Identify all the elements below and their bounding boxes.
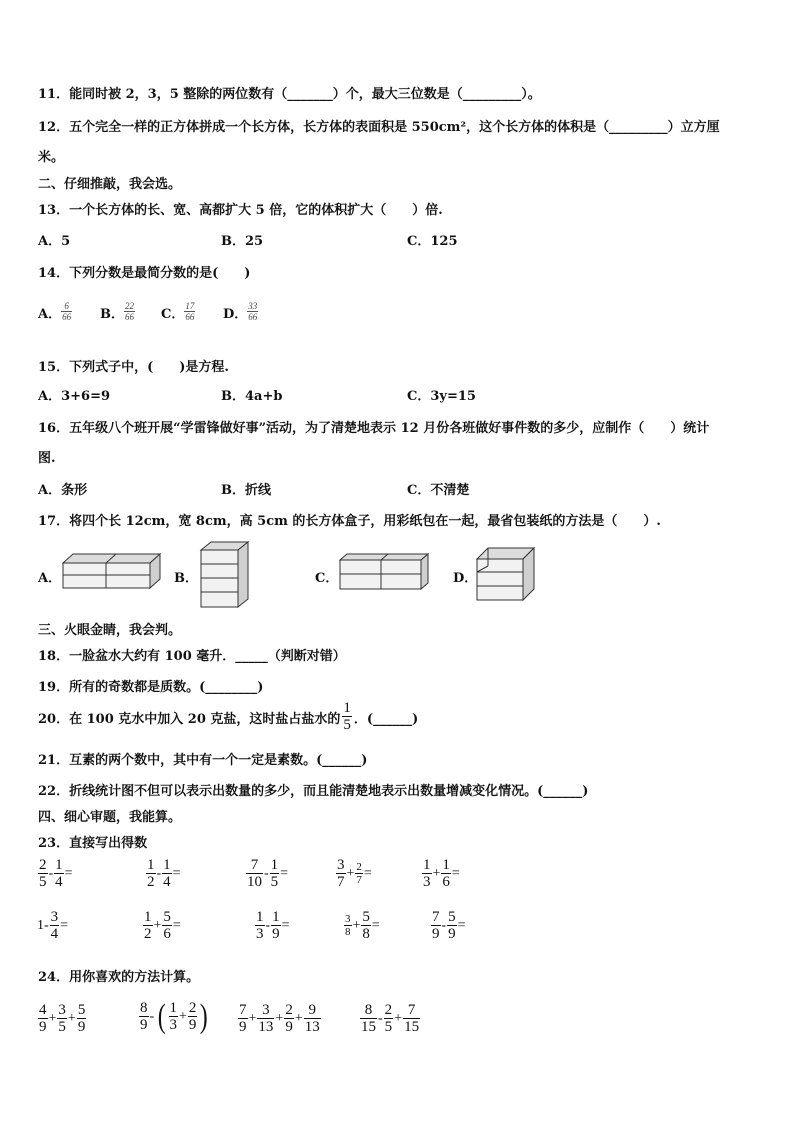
frac-num: 1: [169, 1000, 177, 1016]
operator: +: [432, 866, 441, 881]
equals: =: [281, 918, 290, 933]
frac-den: 4: [55, 874, 63, 890]
question-16-line1: 16．五年级八个班开展“学雷锋做好事”活动，为了清楚地表示 12 月份各班做好事件数的多少，应制作（ ）统计: [38, 421, 710, 436]
question-13: 13．一个长方体的长、宽、高都扩大 5 倍，它的体积扩大（ ）倍.: [38, 203, 443, 218]
operator: -: [441, 918, 447, 933]
q14-option-c-label: C．: [161, 306, 185, 322]
frac-num: 1: [423, 857, 431, 873]
frac-num: 8: [140, 1000, 148, 1016]
question-20: [38, 701, 418, 733]
frac-den: 8: [345, 926, 351, 938]
frac-num: 2: [384, 1002, 393, 1018]
frac-den: 3: [256, 926, 264, 942]
question-14: 14．下列分数是最简分数的是( ): [38, 266, 251, 281]
frac-num: 1: [144, 909, 152, 925]
q17-option-a-label: A．: [38, 571, 62, 586]
q14-d-denominator: 66: [248, 312, 258, 322]
question-21: 21．互素的两个数中，其中有一个一定是素数。(______): [38, 753, 368, 768]
q14-b-denominator: 66: [125, 312, 134, 322]
question-23: 23．直接写出得数: [38, 836, 148, 851]
q23-row1-item5: [422, 858, 461, 890]
equals: =: [371, 918, 380, 933]
q23-row1-item2: [146, 858, 182, 890]
operator: -: [48, 866, 54, 881]
frac-den: 10: [247, 874, 262, 890]
q14-a-denominator: 66: [62, 312, 72, 322]
frac-num: 5: [448, 909, 456, 925]
prefix: 1-: [37, 918, 49, 933]
frac-num: 1: [55, 857, 63, 873]
equals: =: [64, 866, 73, 881]
q23-row2-item5: [431, 910, 467, 942]
equals: =: [172, 866, 181, 881]
q23-row1-item1: [38, 858, 74, 890]
q24-expr1: [38, 1003, 86, 1035]
question-24: 24．用你喜欢的方法计算。: [38, 970, 200, 985]
frac-den: 15: [361, 1019, 376, 1035]
frac-den: 3: [423, 874, 431, 890]
frac-den: 5: [39, 874, 47, 890]
equals: =: [172, 918, 181, 933]
q14-option-c: [161, 302, 195, 322]
q16-option-a: A．条形: [38, 483, 88, 498]
operator: +: [48, 1011, 57, 1026]
q17-option-a-figure: [60, 551, 162, 593]
frac-den: 5: [384, 1019, 393, 1035]
frac-num: 3: [345, 913, 351, 925]
equals: =: [363, 866, 372, 881]
frac-num: 7: [432, 909, 440, 925]
q20-numerator: 1: [343, 700, 351, 716]
q13-option-c: C．125: [407, 234, 458, 249]
frac-num: 7: [239, 1002, 247, 1018]
frac-den: 6: [163, 926, 171, 942]
frac-den: 5: [270, 874, 279, 890]
q14-a-numerator: 6: [64, 301, 69, 311]
q17-option-b-figure: [199, 540, 251, 610]
operator: +: [352, 918, 361, 933]
frac-num: 1: [272, 909, 280, 925]
frac-num: 2: [285, 1002, 293, 1018]
operator: -: [378, 1011, 383, 1026]
q24-expr2: [139, 1000, 211, 1034]
q14-option-a: [38, 302, 72, 322]
operator: +: [153, 918, 162, 933]
frac-den: 5: [58, 1019, 66, 1035]
frac-num: 3: [337, 857, 345, 873]
question-17: 17．将四个长 12cm，宽 8cm，高 5cm 的长方体盒子，用彩纸包在一起，最省包装纸的方法是（ ）.: [38, 514, 661, 529]
question-12-line2: 米。: [38, 150, 65, 165]
q14-d-numerator: 33: [248, 301, 258, 311]
q14-option-d-label: D．: [223, 306, 248, 322]
question-15: 15．下列式子中，( )是方程.: [38, 360, 229, 375]
section-2-heading: 二、仔细推敲，我会选。: [38, 177, 182, 192]
frac-den: 8: [362, 926, 370, 942]
frac-num: 2: [356, 861, 362, 873]
frac-den: 7: [356, 874, 362, 886]
q23-row2-item2: [143, 910, 182, 942]
q17-option-c-label: C．: [315, 571, 339, 586]
frac-den: 9: [239, 1019, 247, 1035]
frac-den: 9: [448, 926, 456, 942]
frac-num: 1: [147, 857, 155, 873]
q20-text: 20．在 100 克水中加入 20 克盐，这时盐占盐水的: [38, 711, 341, 727]
q14-option-b-label: B．: [100, 306, 124, 322]
frac-den: 9: [77, 1019, 86, 1035]
frac-num: 3: [58, 1002, 66, 1018]
frac-den: 9: [39, 1019, 47, 1035]
question-19: 19．所有的奇数都是质数。(________): [38, 680, 264, 695]
q13-option-a: A．5: [38, 234, 71, 249]
q20-denominator: 5: [343, 717, 351, 733]
frac-den: 9: [140, 1017, 148, 1033]
frac-num: 7: [407, 1002, 416, 1018]
q23-row2-item3: [255, 910, 291, 942]
section-3-heading: 三、火眼金睛，我会判。: [38, 623, 182, 638]
frac-den: 9: [285, 1019, 293, 1035]
q15-option-a: A．3+6=9: [38, 389, 111, 404]
q14-option-a-label: A．: [38, 306, 62, 322]
q23-row1-item3: [246, 858, 289, 890]
frac-num: 4: [39, 1002, 47, 1018]
frac-num: 3: [262, 1002, 270, 1018]
operator: +: [394, 1011, 403, 1026]
frac-den: 4: [50, 926, 59, 942]
operator: +: [275, 1011, 284, 1026]
q23-row1-item4: [336, 858, 373, 890]
frac-num: 2: [188, 1000, 197, 1016]
q15-option-b: B．4a+b: [221, 389, 283, 404]
frac-num: 5: [163, 909, 171, 925]
frac-num: 7: [250, 857, 259, 873]
operator: +: [346, 866, 355, 881]
equals: =: [457, 918, 466, 933]
q14-option-b: [100, 302, 135, 322]
q14-b-numerator: 22: [125, 301, 134, 311]
frac-den: 13: [258, 1019, 274, 1035]
frac-num: 5: [77, 1002, 86, 1018]
q17-option-d-label: D．: [453, 571, 478, 586]
operator: -: [149, 1009, 155, 1024]
frac-den: 2: [144, 926, 152, 942]
frac-num: 1: [256, 909, 264, 925]
operator: -: [265, 918, 271, 933]
q14-c-numerator: 17: [185, 301, 195, 311]
operator: +: [67, 1011, 76, 1026]
frac-den: 6: [442, 874, 450, 890]
q14-option-d: [223, 302, 258, 322]
frac-den: 15: [404, 1019, 420, 1035]
question-11: 11．能同时被 2，3，5 整除的两位数有（_______）个，最大三位数是（_________）。: [38, 87, 541, 102]
frac-num: 3: [50, 909, 59, 925]
question-18: 18．一脸盆水大约有 100 毫升．_____（判断对错）: [38, 649, 346, 664]
frac-den: 9: [188, 1017, 197, 1033]
operator: -: [264, 866, 269, 881]
frac-num: 1: [163, 857, 171, 873]
q23-row2-item4: [344, 910, 381, 942]
equals: =: [280, 866, 289, 881]
question-22: 22．折线统计图不但可以表示出数量的多少，而且能清楚地表示出数量增减变化情况。(______): [38, 784, 589, 799]
frac-num: 9: [308, 1002, 316, 1018]
frac-num: 5: [362, 909, 370, 925]
question-16-line2: 图.: [38, 451, 56, 466]
frac-den: 9: [432, 926, 440, 942]
q20-blank: ．(______): [353, 711, 419, 727]
q24-expr4: [360, 1003, 420, 1035]
operator: +: [179, 1009, 187, 1024]
q17-option-b-label: B．: [174, 571, 198, 586]
operator: +: [294, 1011, 303, 1026]
frac-den: 13: [304, 1019, 320, 1035]
frac-den: 2: [147, 874, 155, 890]
frac-den: 3: [169, 1017, 177, 1033]
frac-num: 1: [270, 857, 279, 873]
frac-den: 4: [163, 874, 171, 890]
equals: =: [451, 866, 460, 881]
left-paren: (: [157, 998, 166, 1035]
frac-num: 8: [364, 1002, 373, 1018]
q16-option-c: C．不清楚: [407, 483, 470, 498]
operator: +: [248, 1011, 257, 1026]
frac-num: 1: [442, 857, 450, 873]
operator: -: [156, 866, 162, 881]
q17-option-c-figure: [337, 551, 431, 593]
frac-den: 7: [337, 874, 345, 890]
question-12-line1: 12．五个完全一样的正方体拼成一个长方体，长方体的表面积是 550cm²，这个长方体的体积是（_________）立方厘: [38, 120, 720, 135]
q24-expr3: [238, 1003, 321, 1035]
q16-option-b: B．折线: [221, 483, 271, 498]
frac-den: 9: [272, 926, 280, 942]
q17-option-d-figure: [474, 546, 538, 604]
q15-option-c: C．3y=15: [407, 389, 476, 404]
q14-c-denominator: 66: [185, 312, 195, 322]
q13-option-b: B．25: [221, 234, 264, 249]
section-4-heading: 四、细心审题，我能算。: [38, 810, 182, 825]
frac-num: 2: [39, 857, 47, 873]
equals: =: [60, 918, 69, 933]
q23-row2-item1: [36, 910, 69, 942]
right-paren: ): [200, 998, 209, 1035]
